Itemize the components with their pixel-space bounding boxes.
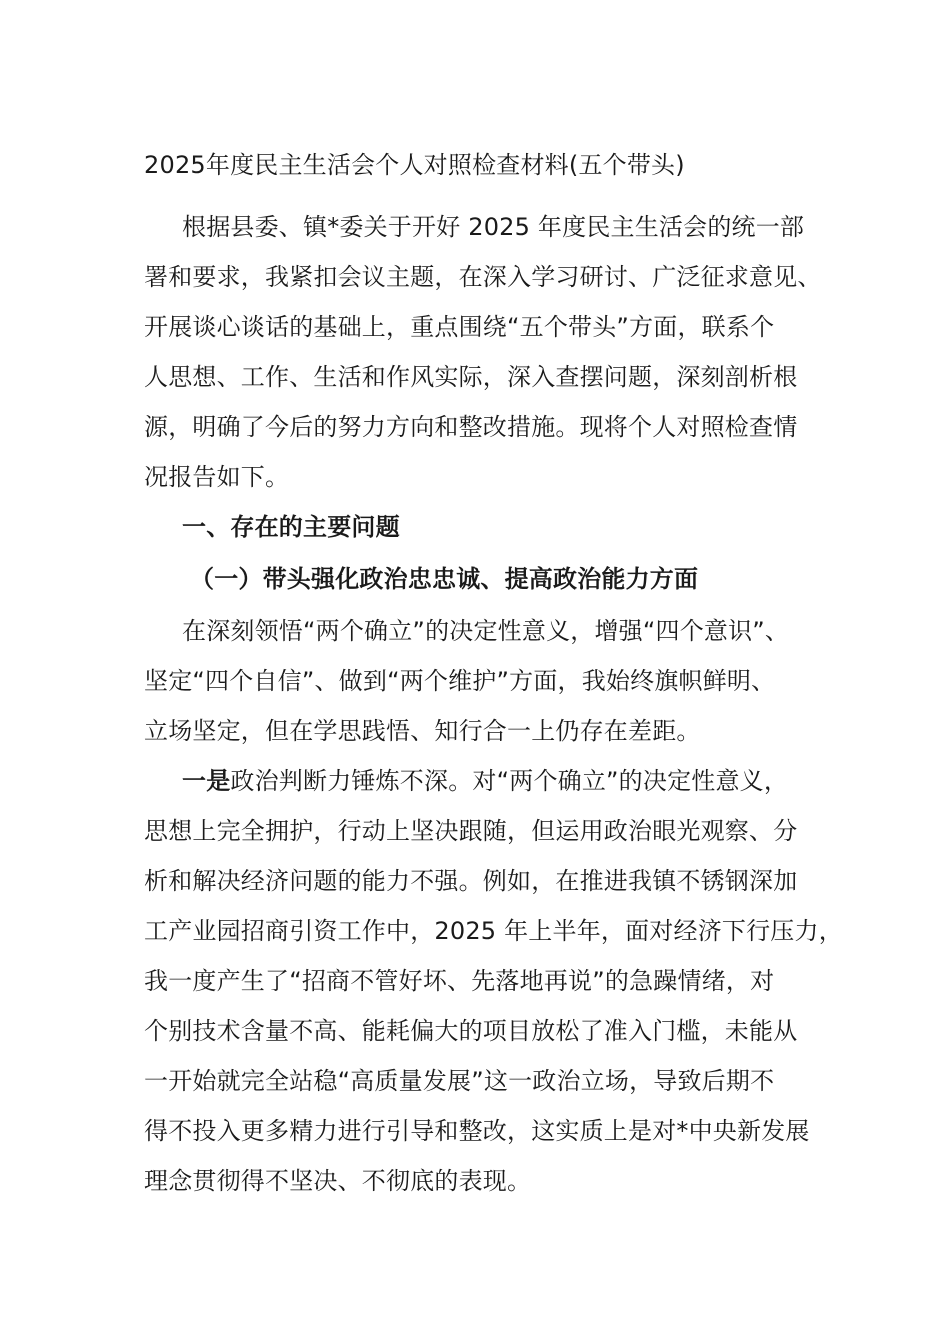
paragraph-line: 得不投入更多精力进行引导和整改，这实质上是对*中央新发展 — [144, 1117, 810, 1145]
paragraph-line: 理念贯彻得不坚决、不彻底的表现。 — [144, 1167, 532, 1195]
point-first-rest: 政治判断力锤炼不深。对“两个确立”的决定性意义， — [230, 767, 789, 795]
paragraph-line: 在深刻领悟“两个确立”的决定性意义，增强“四个意识”、 — [182, 617, 790, 645]
intro-line: 署和要求，我紧扣会议主题，在深入学习研讨、广泛征求意见、 — [144, 263, 822, 291]
paragraph-line: 思想上完全拥护，行动上坚决跟随，但运用政治眼光观察、分 — [144, 817, 798, 845]
intro-line: 开展谈心谈话的基础上，重点围绕“五个带头”方面，联系个 — [144, 313, 775, 341]
paragraph-line: 工产业园招商引资工作中，2025 年上半年，面对经济下行压力， — [144, 917, 843, 945]
subsection-heading: （一）带头强化政治忠忠诚、提高政治能力方面 — [190, 565, 699, 593]
paragraph-line: 坚定“四个自信”、做到“两个维护”方面，我始终旗帜鲜明、 — [144, 667, 776, 695]
point-lead: 一是 — [182, 767, 231, 795]
paragraph-line: 析和解决经济问题的能力不强。例如，在推进我镇不锈钢深加 — [144, 867, 798, 895]
intro-line: 人思想、工作、生活和作风实际，深入查摆问题，深刻剖析根 — [144, 363, 798, 391]
paragraph-line: 一开始就完全站稳“高质量发展”这一政治立场，导致后期不 — [144, 1067, 775, 1095]
intro-line: 况报告如下。 — [144, 463, 290, 491]
paragraph-line: 立场坚定，但在学思践悟、知行合一上仍存在差距。 — [144, 717, 701, 745]
paragraph-line: 个别技术含量不高、能耗偏大的项目放松了准入门槛，未能从 — [144, 1017, 798, 1045]
intro-line: 根据县委、镇*委关于开好 2025 年度民主生活会的统一部 — [182, 213, 805, 241]
intro-line: 源，明确了今后的努力方向和整改措施。现将个人对照检查情 — [144, 413, 798, 441]
paragraph-line: 我一度产生了“招商不管好坏、先落地再说”的急躁情绪，对 — [144, 967, 775, 995]
point-first-line — [182, 766, 788, 796]
document-title: 2025年度民主生活会个人对照检查材料(五个带头) — [144, 151, 685, 179]
section-heading: 一、存在的主要问题 — [182, 513, 400, 541]
